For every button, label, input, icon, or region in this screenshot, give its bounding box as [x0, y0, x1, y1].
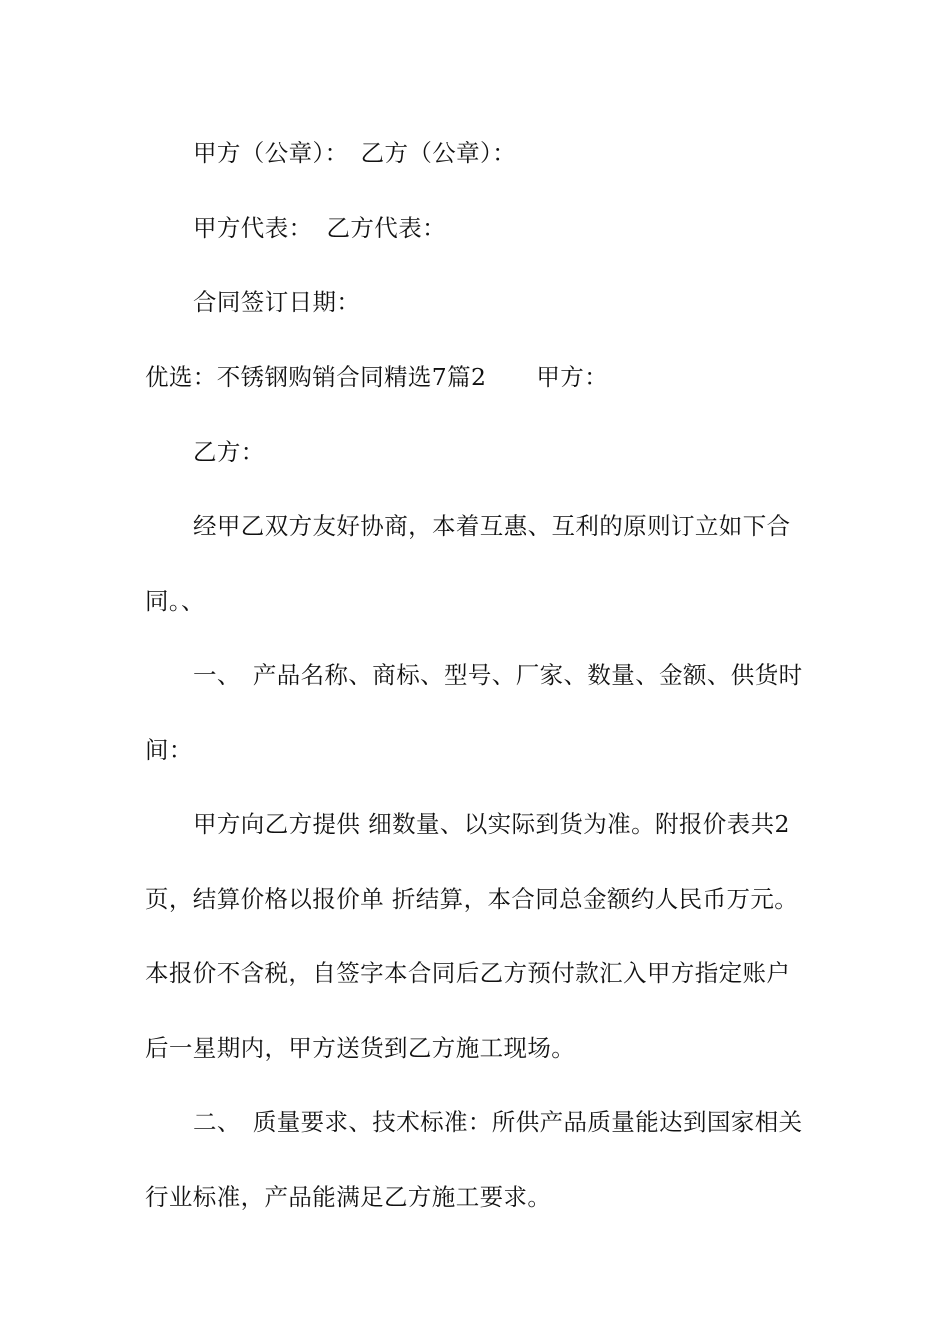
signature-rep-line [193, 213, 873, 243]
clause-1-line-1 [193, 660, 873, 690]
sign-date-label: 合同签订日期： [193, 288, 361, 316]
section-title: 优选：不锈钢购销合同精选7篇2 [145, 363, 487, 391]
party-b-line [193, 437, 873, 467]
signature-seal-line [193, 138, 873, 168]
supply-paragraph-line-2: 页，结算价格以报价单 折结算，本合同总金额约人民币万元。 [145, 885, 799, 913]
party-b-rep-label: 乙方代表： [326, 214, 446, 242]
clause-1-text: 产品名称、商标、型号、厂家、数量、金额、供货时 [252, 661, 803, 689]
party-b-label: 乙方： [193, 438, 265, 466]
supply-paragraph-line-3: 本报价不含税，自签字本合同后乙方预付款汇入甲方指定账户 [145, 959, 791, 987]
supply-paragraph-line-1: 甲方向乙方提供 细数量、以实际到货为准。附报价表共2 [193, 810, 790, 838]
section-heading [145, 362, 825, 392]
party-a-rep-label: 甲方代表： [193, 214, 313, 242]
clause-1-line-2: 间： [145, 736, 193, 764]
party-b-seal-label: 乙方（公章）： [360, 139, 517, 167]
intro-paragraph-line-2: 同。、 [145, 587, 205, 615]
party-a-seal-label: 甲方（公章）： [193, 139, 349, 167]
sign-date-line [193, 287, 873, 317]
supply-paragraph-line-4: 后一星期内，甲方送货到乙方施工现场。 [145, 1034, 576, 1062]
intro-paragraph-line-1: 经甲乙双方友好协商，本着互惠、互利的原则订立如下合 [193, 512, 791, 540]
clause-2-line-2: 行业标准，产品能满足乙方施工要求。 [145, 1183, 552, 1211]
clause-2-line-1 [193, 1107, 873, 1137]
clause-2-number: 二、 [193, 1108, 241, 1136]
clause-2-text: 质量要求、技术标准：所供产品质量能达到国家相关 [252, 1108, 803, 1136]
heading-party-a-label: 甲方： [536, 363, 609, 391]
clause-1-number: 一、 [193, 661, 241, 689]
